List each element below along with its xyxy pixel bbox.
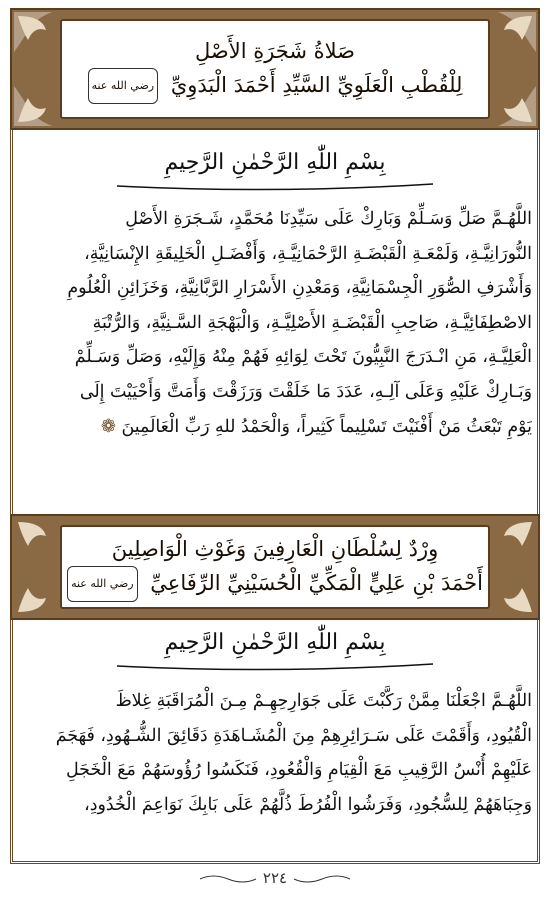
text-line: الاصْطِفَائِيَّـةِ، صَاحِبِ الْقَبْضَـةِ الأَصْلِيَّـةِ، وَالْبَهْجَةِ السَّـنِيَّةِ، وَالرُّتْبَةِ [92,312,532,333]
text-line: وَجِبَاهَهُمْ لِلسُّجُودِ، وَفَرَشُوا الْفُرُطَ ذُلَّهُمْ عَلَى بَابِكَ نَوَاعِمَ الْخُدُودِ، [84,794,532,815]
basmala-swash-icon [115,660,435,672]
end-ornament-icon: ❁ [100,415,117,437]
section-subtitle [67,566,483,603]
basmala-swash-icon [115,180,435,192]
text-line: عَلَيْهِمْ أُنْسُ الرَّقِيبِ مَعَ الْقِيَامِ وَالْقُعُودِ، فَنَكَسُوا رُؤُوسَهُمْ مَعَ الْخَجَلِ [66,760,532,781]
text-line-content: يَوْمِ تَبْعَثُ مَنْ أَفْنَيْتَ تَسْلِيماً كَثِيراً، وَالْحَمْدُ للهِ رَبِّ الْعَالَمِينَ [121,416,532,437]
header-title-panel [60,525,490,609]
text-line: وَبَـارِكْ عَلَيْهِ وَعَلَى آلِـهِ، عَدَدَ مَا خَلَقْتَ وَرَزَقْتَ وَأَمَتَّ وَأَحْيَيْتَ إِلَى [79,381,532,402]
footer-swirl-right-icon [292,873,352,885]
basmala-text: بِسْمِ اللّٰهِ الرَّحْمٰنِ الرَّحِيمِ [164,150,386,175]
header-title-panel [60,19,490,119]
page-footer [0,868,550,887]
prayer-text-2 [18,684,532,822]
section-title: وِرْدٌ لِسُلْطَانِ الْعَارِفِينَ وَغَوْثِ الْوَاصِلِينَ [111,536,439,561]
section-header-2 [10,514,540,620]
section-subtitle [88,68,463,105]
text-line: الْقُيُودِ، وَأَقَمْتَ عَلَى سَـرَائِرِهِمْ مِنَ الْمُشَـاهَدَةِ دَقَائِقَ الشُّـهُودِ، فَهَجَمَ [55,725,532,746]
section-title: صَلاةُ شَجَرَةِ الأَصْلِ [194,38,355,63]
page-number: ٢٢٤ [262,869,288,887]
prayer-text-1 [18,202,532,444]
subtitle-text: لِلْقُطْبِ الْعَلَوِيِّ السَّيِّدِ أَحْمَدَ الْبَدَوِيِّ [170,72,463,97]
basmala-text: بِسْمِ اللّٰهِ الرَّحْمٰنِ الرَّحِيمِ [164,630,386,655]
basmala-1 [0,150,550,175]
text-line [18,410,532,445]
text-line: وَأَشْرَفِ الصُّوَرِ الْجِسْمَانِيَّةِ، وَمَعْدِنِ الأَسْرَارِ الرَّبَّانِيَّةِ، وَخَزَائِنِ الْعُلُومِ [67,278,532,299]
text-line: النُّورَانِيَّـةِ، وَلَمْعَـةِ الْقَبْضَـةِ الرَّحْمَانِيَّـةِ، وَأَفْضَـلِ الْخَلِيقَةِ الإِنْسَانِيَّةِ، [84,243,532,264]
text-line: الْعَلِيَّـةِ، مَنِ انْـدَرَجَ النَّبِيُّونَ تَحْتَ لِوَائِهِ فَهُمْ مِنْهُ وَإِلَيْهِ، وَصَلِّ وَسَـلِّمْ [74,347,532,368]
footer-swirl-left-icon [198,873,258,885]
subtitle-text: أَحْمَدَ بْنِ عَلِيٍّ الْمَكِّيِّ الْحُسَيْنِيِّ الرِّفَاعِيِّ [150,570,483,595]
section-header-1 [10,8,540,130]
seal-badge: رضي الله عنه [67,566,138,602]
seal-badge: رضي الله عنه [88,68,159,104]
text-line: اللَّهُـمَّ اجْعَلْنَا مِمَّنْ رَكَّبْتَ عَلَى جَوَارِحِهِـمْ مِـنَ الْمُرَاقَبَةِ غِلاظَ [115,691,532,711]
basmala-2 [0,630,550,655]
text-line: اللَّهُـمَّ صَلِّ وَسَـلِّمْ وَبَارِكْ عَلَى سَيِّدِنَا مُحَمَّدٍ، شَـجَرَةِ الأَصْلِ [125,209,532,229]
